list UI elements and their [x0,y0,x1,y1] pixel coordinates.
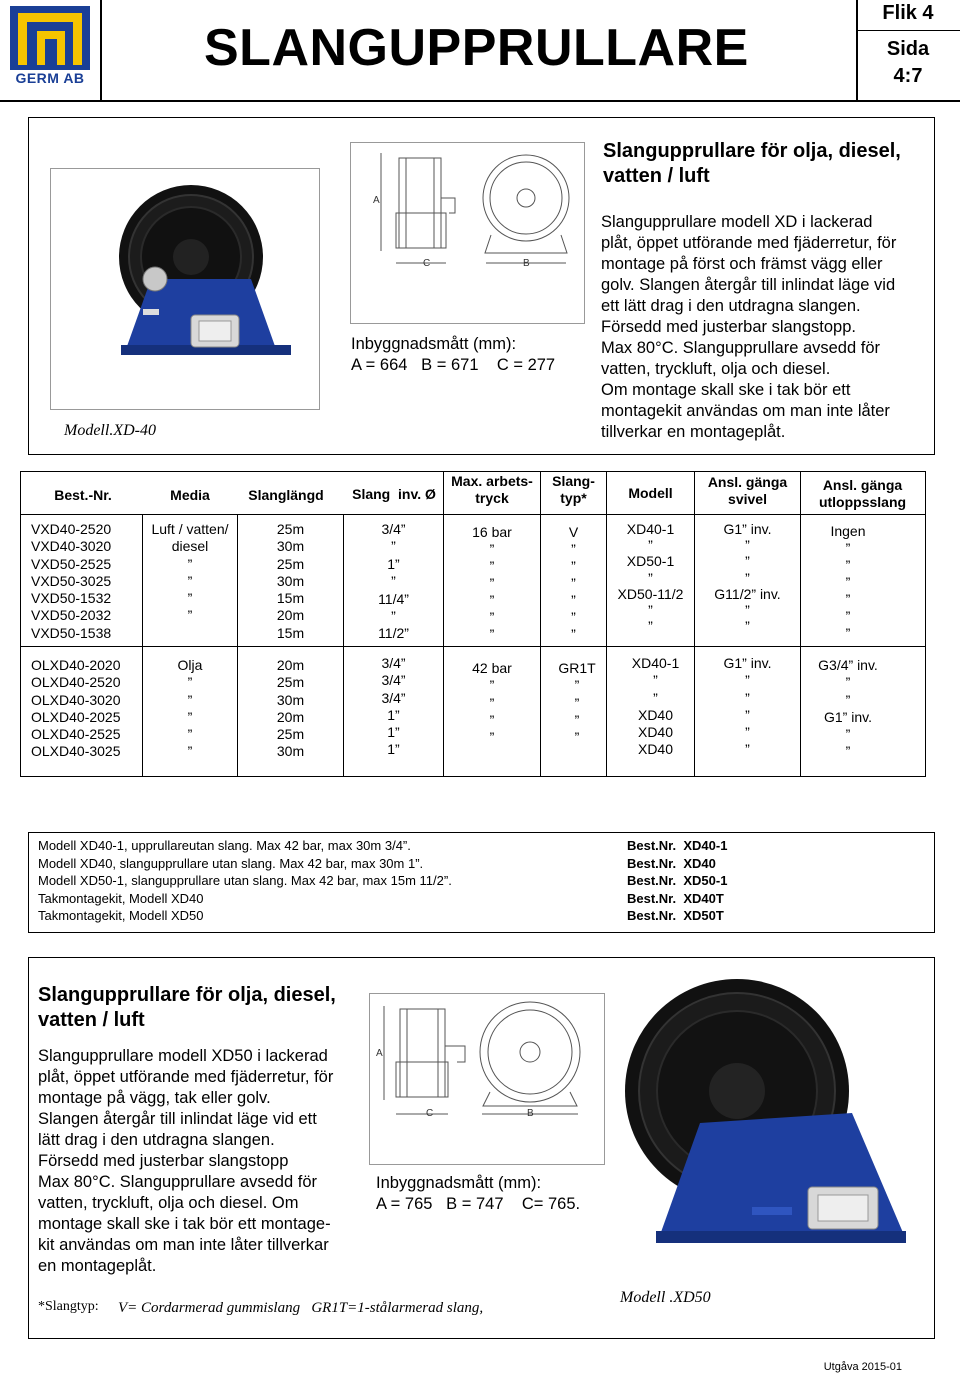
g1-media: Luft / vatten/ diesel ” ” ” ” [151,521,229,624]
drawing2-label-a: A [376,1048,383,1059]
page-title: SLANGUPPRULLARE [204,19,749,77]
table-group-rule [20,646,925,647]
th-media: Media [170,487,210,503]
order-number-line: Best.Nr. XD40 [627,855,716,871]
g2-slangtyp: GR1T ” ” ” ” [558,660,596,746]
section2-description [38,1046,368,1277]
description-line: montage på först och främst vägg eller [601,255,883,273]
notes-lines [38,837,452,925]
order-number-line: Best.Nr. XD40-1 [627,838,728,853]
description-line: tillverkar en montageplåt. [601,423,786,441]
g2-slang-inv: 3/4” 3/4” 3/4” 1” 1” 1” [381,655,406,758]
order-number-line: Best.Nr. XD50T [627,908,724,924]
description-line: Slangupprullare modell XD50 i lackerad [38,1047,328,1065]
th-ansl-svivel: Ansl. gänga svivel [707,474,788,507]
drawing1-label-b: B [523,258,530,269]
footnote-text: V= Cordarmerad gummislang GR1T=1-stålarmerad slang, [118,1300,484,1316]
dims-block-xd40 [351,334,591,376]
drawing2-label-b: B [527,1108,534,1119]
dims-values-xd50: A = 765 B = 747 C= 765. [376,1195,581,1213]
header-divider-logo [100,0,102,102]
header-bottom-rule [0,100,960,102]
description-line: plåt, öppet utförande med fjäderretur, för [38,1068,334,1086]
drawing1-label-c: C [423,258,431,269]
description-line: vatten, tryckluft, olja och diesel. Om [38,1194,299,1212]
description-line: ett lätt drag i den utdragna slangen. [601,297,861,315]
section1-description [601,212,931,443]
table-header-rule [20,514,925,515]
logo-text: GERM AB [15,70,85,86]
g2-best-nr: OLXD40-2020 OLXD40-2520 OLXD40-3020 OLXD40-2025 OLXD40-2525 OLXD40-3025 [31,657,121,760]
description-line: montage skall ske i tak bör ett montage- [38,1215,331,1233]
photo-xd50 [612,973,908,1273]
page-label: Sida [886,38,930,60]
notes-order-numbers [627,837,727,925]
g2-max-tryck: 42 bar ” ” ” ” [472,660,512,746]
description-line: kit användas om man inte låter tillverkar [38,1236,329,1254]
g1-modell: XD40-1 ” XD50-1 ” XD50-11/2 ” ” [617,521,684,635]
th-slang-inv: Slang inv. Ø [352,486,436,502]
g1-slangtyp: V ” ” ” ” ” ” [568,524,579,642]
edition-footer: Utgåva 2015-01 [823,1361,902,1373]
header-divider-tab [856,0,858,102]
tab-label: Flik 4 [882,2,934,24]
photo-xd40 [50,168,320,410]
g2-modell: XD40-1 ” ” XD40 XD40 XD40 [631,655,680,758]
th-ansl-utlopp: Ansl. gänga utloppsslang [818,477,907,510]
company-logo [10,6,90,86]
page-number-block [860,36,956,90]
description-line: Max 80°C. Slangupprullare avsedd för [38,1173,318,1191]
section2-heading: Slangupprullare för olja, diesel, vatten / luft [38,984,336,1031]
description-line: Försedd med justerbar slangstopp. [601,318,856,336]
page-number: 4:7 [893,65,923,87]
footnote-label: *Slangtyp: [38,1299,99,1314]
section1-heading: Slangupprullare för olja, diesel, vatten / luft [603,140,901,187]
description-line: Max 80°C. Slangupprullare avsedd för [601,339,881,357]
description-line: Slangen återgår till inlindat läge vid ett [38,1110,317,1128]
g1-slanglangd: 25m 30m 25m 30m 15m 20m 15m [276,521,305,641]
description-line: Försedd med justerbar slangstopp [38,1152,289,1170]
drawing-xd50 [369,993,605,1165]
order-number-line: Best.Nr. XD40T [627,890,724,906]
th-slanglangd: Slanglängd [248,487,324,503]
photo-caption-xd50: Modell .XD50 [620,1289,711,1306]
dims-block-xd50 [376,1173,616,1215]
description-line: lätt drag i den utdragna slangen. [38,1131,275,1149]
photo-caption-xd40: Modell.XD-40 [64,422,156,439]
description-line: golv. Slangen återgår till inlindat läge vid [601,276,896,294]
dims-values: A = 664 B = 671 C = 277 [351,356,556,374]
description-line: en montageplåt. [38,1257,157,1275]
header-divider-tab-row [856,30,960,31]
description-line: Slangupprullare modell XD i lackerad [601,213,873,231]
drawing-xd40 [350,142,585,324]
note-line: Modell XD50-1, slangupprullare utan slang. Max 42 bar, max 15m 11/2”. [38,873,452,889]
description-line: montagekit användas om man inte låter [601,402,890,420]
note-line: Modell XD40, slangupprullare utan slang. Max 42 bar, max 30m 1”. [38,855,424,871]
th-max-tryck: Max. arbets- tryck [451,473,533,506]
g1-best-nr: VXD40-2520 VXD40-3020 VXD50-2525 VXD50-3025 VXD50-1532 VXD50-2032 VXD50-1538 [31,521,112,641]
g2-media: Olja ” ” ” ” ” [177,657,203,760]
g2-ansl-utlopp: G3/4” inv. ” ” G1” inv. ” ” [818,657,878,760]
g1-slang-inv: 3/4” ” 1” ” 11/4” ” 11/2” [378,521,409,642]
drawing2-label-c: C [426,1108,434,1119]
drawing1-label-a: A [373,195,380,206]
note-line: Modell XD40-1, upprullareutan slang. Max 42 bar, max 30m 3/4”. [38,838,411,853]
order-number-line: Best.Nr. XD50-1 [627,873,728,889]
th-slangtyp: Slang- typ* [552,473,595,506]
dims-title: Inbyggnadsmått (mm): [351,335,517,353]
description-line: vatten, tryckluft, olja och diesel. [601,360,831,378]
g2-ansl-svivel: G1” inv. ” ” ” ” ” [723,655,772,758]
description-line: montage på vägg, tak eller golv. [38,1089,271,1107]
note-line: Takmontagekit, Modell XD50 [38,908,204,924]
dims-title-xd50: Inbyggnadsmått (mm): [376,1174,542,1192]
g2-slanglangd: 20m 25m 30m 20m 25m 30m [276,657,305,760]
g1-ansl-utlopp: Ingen ” ” ” ” ” ” [830,523,866,641]
description-line: plåt, öppet utförande med fjäderretur, för [601,234,897,252]
th-modell: Modell [628,485,673,501]
th-best-nr: Best.-Nr. [54,487,112,503]
description-line: Om montage skall ske i tak bör ett [601,381,851,399]
note-line: Takmontagekit, Modell XD40 [38,890,204,906]
g1-max-tryck: 16 bar ” ” ” ” ” ” [472,524,512,642]
g1-ansl-svivel: G1” inv. ” ” ” G11/2” inv. ” ” [714,521,781,635]
